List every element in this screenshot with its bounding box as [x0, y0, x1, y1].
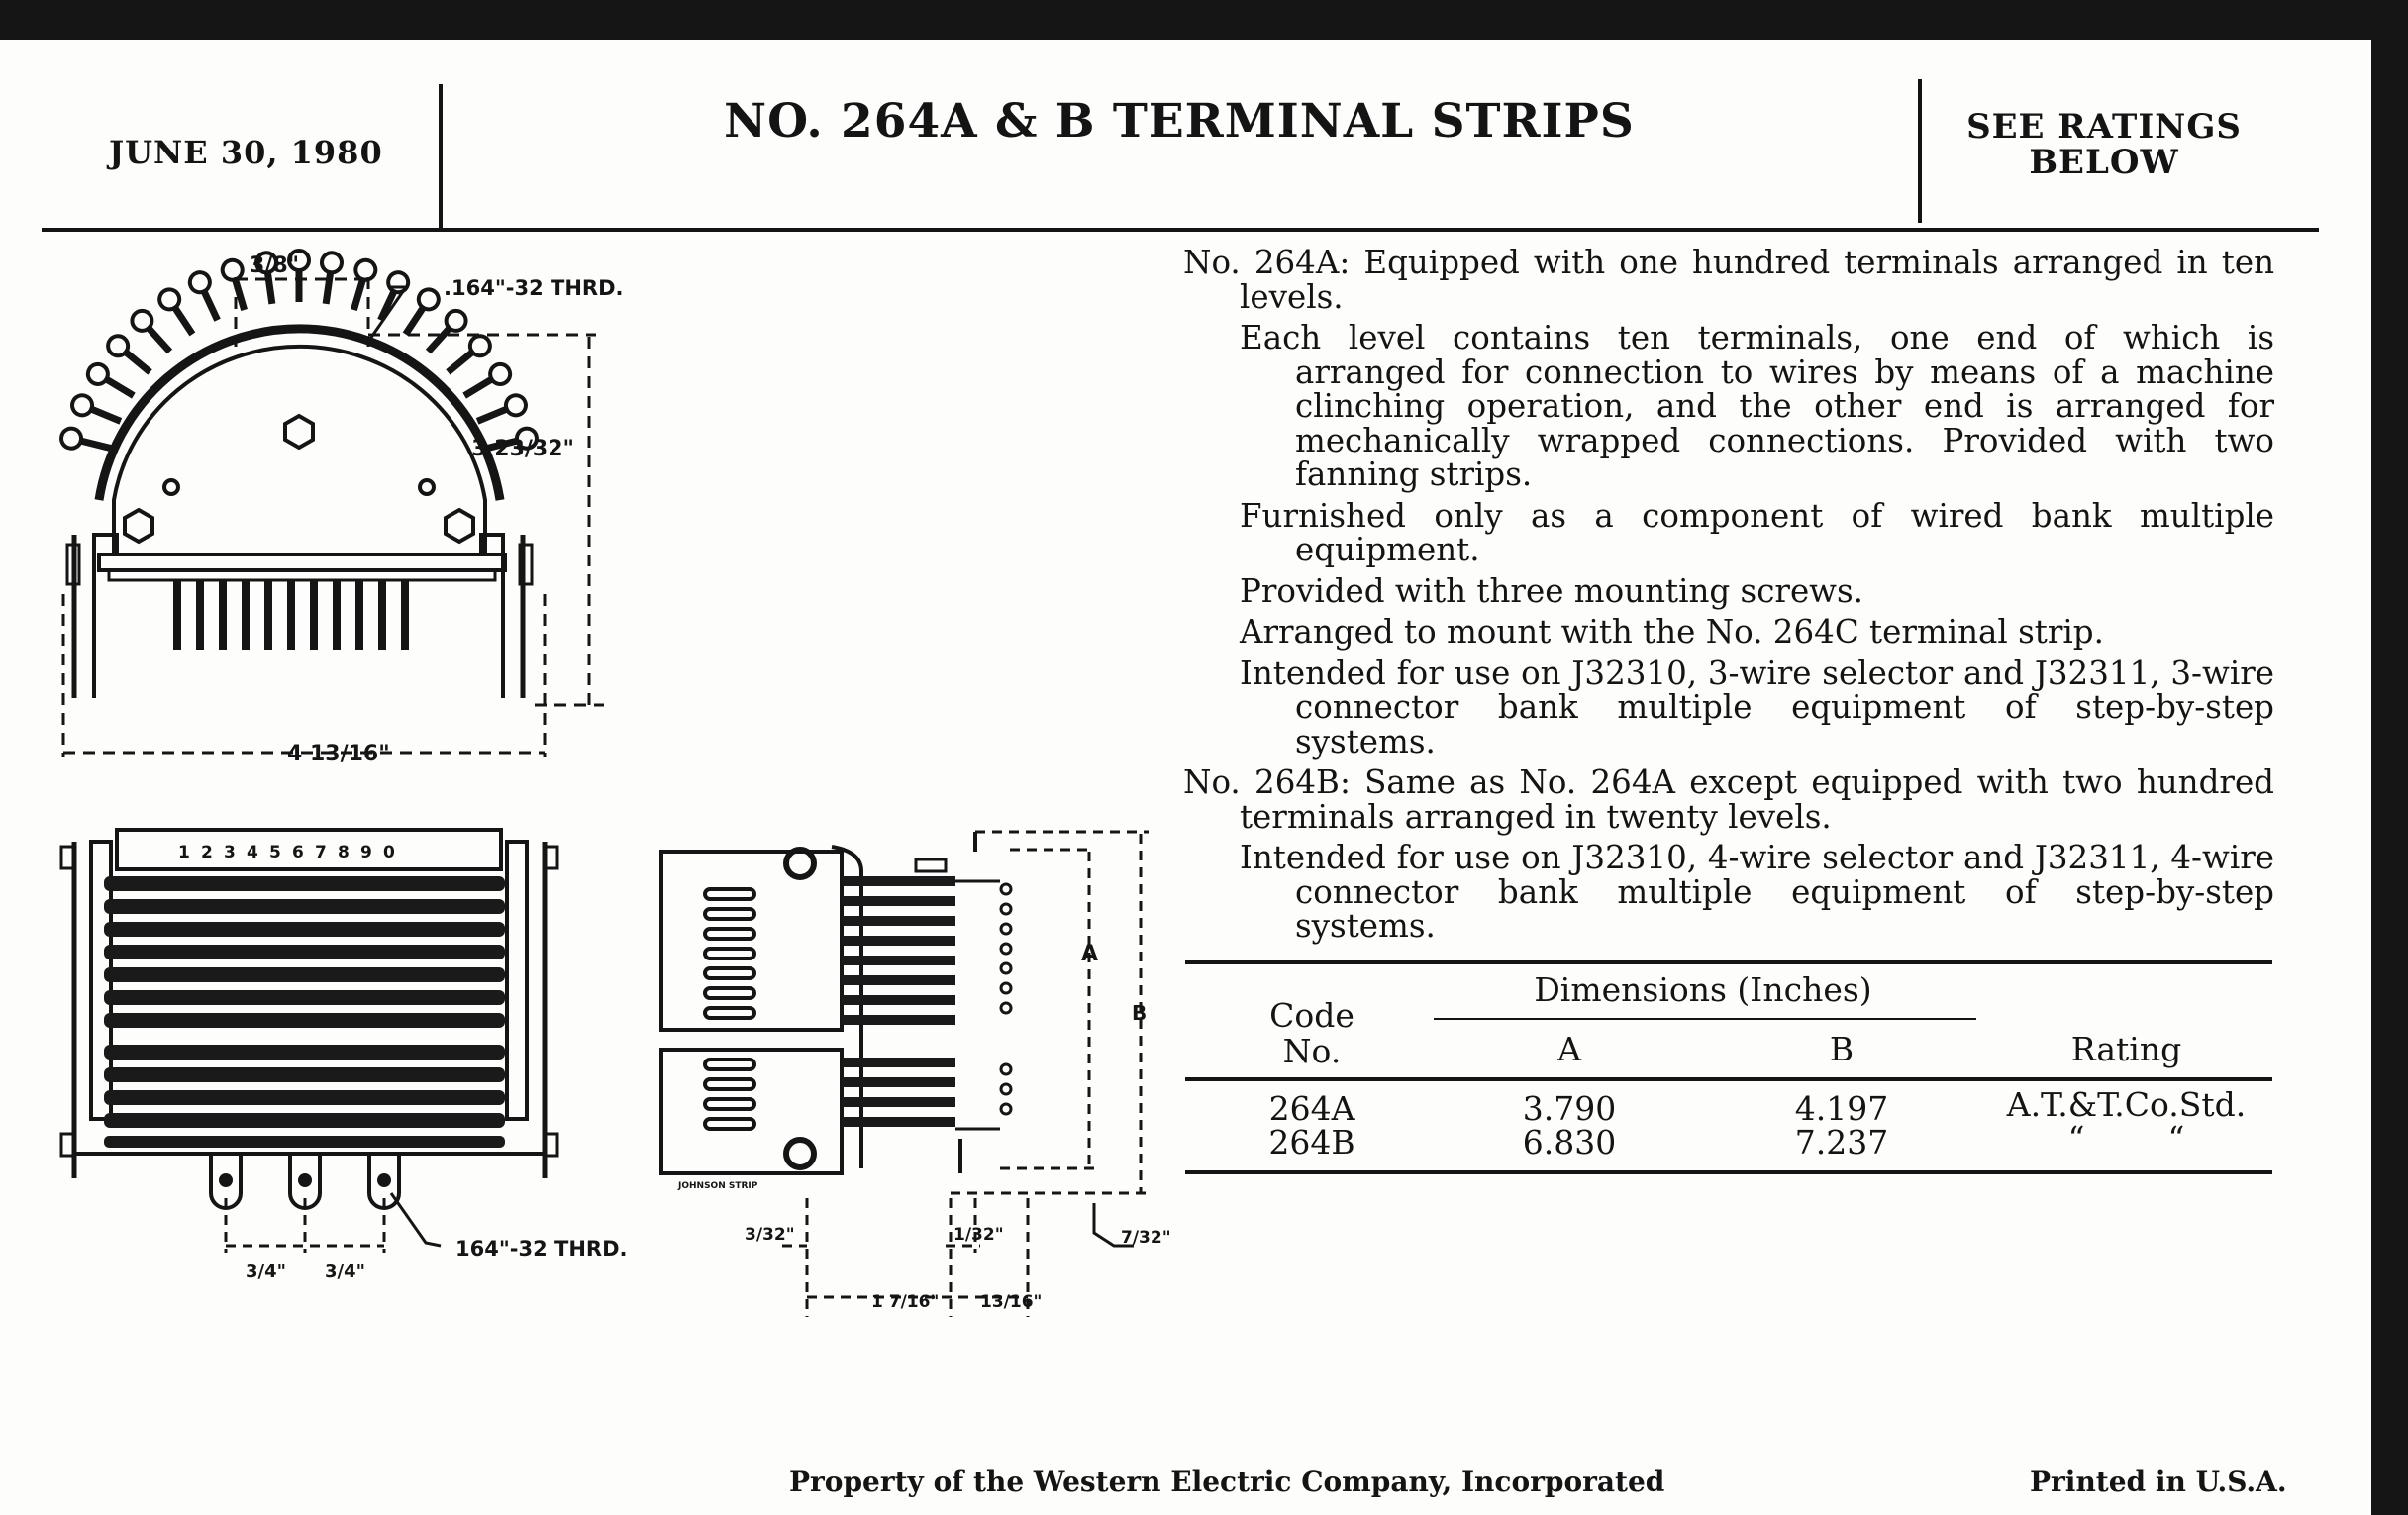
dimensions-rule: [1434, 1018, 1976, 1020]
dim-label-b: B: [1132, 1001, 1148, 1025]
front-view-drawing: [59, 251, 604, 758]
row-264b-code: 264B: [1268, 1123, 1355, 1162]
col-header-dimensions: Dimensions (Inches): [1534, 970, 1872, 1009]
desc-264b: No. 264B: Same as No. 264A except equipped with two hundred terminals arranged in twenty levels.: [1183, 763, 2274, 836]
terminal-number: 1: [178, 843, 190, 862]
row-264b-b: 7.237: [1794, 1123, 1889, 1162]
issue-date: JUNE 30, 1980: [109, 134, 383, 171]
dim-width: 4 13/16": [287, 742, 390, 766]
description: [1183, 246, 2274, 951]
terminal-number: 6: [292, 843, 304, 862]
col-header-code-line1: Code: [1269, 996, 1354, 1035]
dim-side-5: 13/16": [980, 1292, 1043, 1312]
dim-label-a: A: [1081, 942, 1099, 966]
table-bottom-rule: [1185, 1170, 2272, 1174]
page-title: NO. 264A & B TERMINAL STRIPS: [724, 94, 1635, 149]
dim-top-width: 3/8": [250, 253, 300, 278]
row-264a-a: 3.790: [1522, 1089, 1617, 1128]
row-264a-b: 4.197: [1794, 1089, 1889, 1128]
property-notice: Property of the Western Electric Company, Incorporated: [789, 1465, 1665, 1498]
ratings-note-line2: BELOW: [2029, 143, 2179, 182]
dim-mount-spacing-1: 3/4": [246, 1262, 287, 1282]
side-view-drawing: [661, 832, 1149, 1317]
desc-use-264b: Intended for use on J32310, 4-wire selector and J32311, 4-wire connector bank multiple equipment of step-by-step systems.: [1240, 839, 2274, 945]
desc-screws: Provided with three mounting screws.: [1240, 571, 1864, 610]
printed-notice: Printed in U.S.A.: [2030, 1465, 2287, 1498]
table-top-rule: [1185, 960, 2272, 964]
desc-use-264a: Intended for use on J32310, 3-wire selector and J32311, 3-wire connector bank multiple equipment of step-by-step systems.: [1240, 654, 2274, 760]
terminal-number: 8: [338, 843, 350, 862]
col-header-a: A: [1557, 1030, 1581, 1068]
col-header-rating: Rating: [2070, 1030, 2182, 1068]
manufacturer-stamp: JOHNSON STRIP: [678, 1181, 758, 1191]
thread-callout-bottom: 164"-32 THRD.: [455, 1237, 628, 1261]
desc-264a: No. 264A: Equipped with one hundred terminals arranged in ten levels.: [1183, 244, 2274, 316]
table-header-rule: [1185, 1077, 2272, 1081]
desc-levels: Each level contains ten terminals, one end of which is arranged for connection to wires by means of a machine clinching operation, and the other end is arranged for mechanically wrapped connections. Provided with two fanning strips.: [1240, 319, 2274, 493]
col-header-code-line2: No.: [1282, 1032, 1342, 1070]
terminal-number: 2: [201, 843, 213, 862]
terminal-number-row: [178, 843, 395, 862]
row-264a-code: 264A: [1268, 1089, 1355, 1128]
col-header-code: [1238, 998, 1386, 1069]
dim-mount-spacing-2: 3/4": [325, 1262, 366, 1282]
dim-height: 3 23/32": [471, 437, 574, 461]
terminal-number: 0: [383, 843, 395, 862]
terminal-number: 9: [360, 843, 372, 862]
terminal-number: 7: [315, 843, 327, 862]
dim-side-1: 3/32": [745, 1225, 795, 1245]
thread-callout-top: .164"-32 THRD.: [444, 276, 624, 300]
plan-view-drawing: [61, 830, 557, 1253]
desc-furnished: Furnished only as a component of wired bank multiple equipment.: [1240, 496, 2274, 568]
terminal-number: 4: [247, 843, 258, 862]
ratings-note-line1: SEE RATINGS: [1966, 107, 2242, 147]
dim-side-2: 1/32": [953, 1225, 1004, 1245]
terminal-number: 3: [224, 843, 236, 862]
terminal-number: 5: [269, 843, 281, 862]
col-header-b: B: [1829, 1030, 1855, 1068]
dim-side-3: 7/32": [1121, 1228, 1171, 1248]
row-264b-rating: “ “: [2067, 1119, 2185, 1158]
desc-mount: Arranged to mount with the No. 264C terminal strip.: [1240, 613, 2104, 651]
dim-side-4: 1 7/16": [871, 1292, 940, 1312]
row-264b-a: 6.830: [1522, 1123, 1617, 1162]
row-264a-rating: A.T.&T.Co.Std.: [2006, 1085, 2247, 1124]
